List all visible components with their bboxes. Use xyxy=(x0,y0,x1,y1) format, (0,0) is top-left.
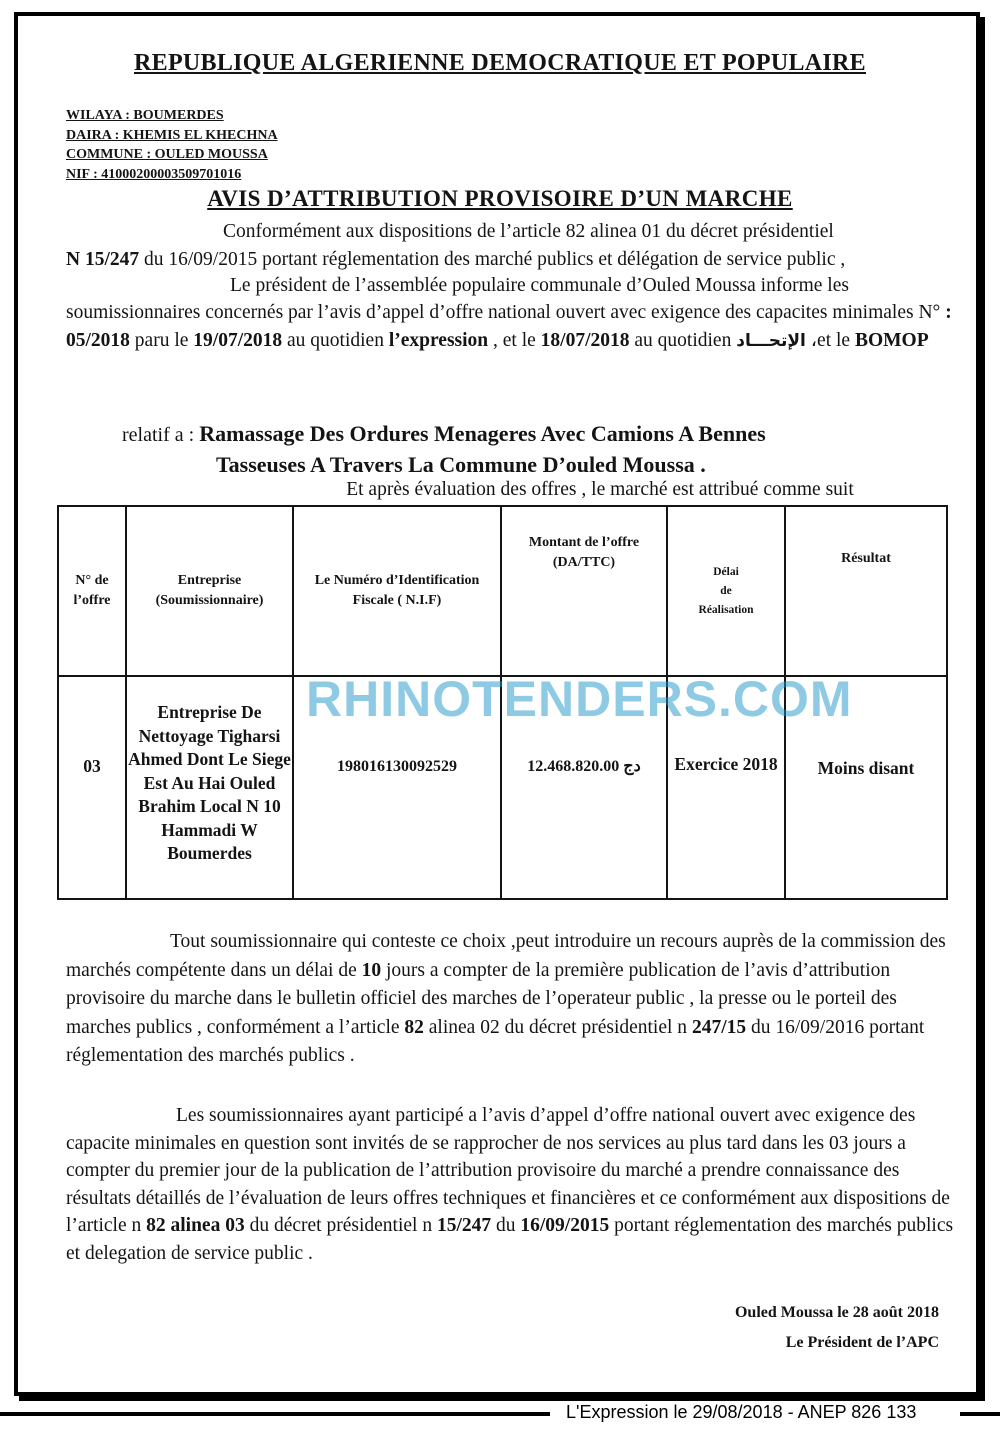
announcement-part4: , et le xyxy=(488,329,541,351)
newspaper-2-arabic: الإتحـــاد xyxy=(736,330,806,351)
announcement-text xyxy=(66,272,966,356)
intro-rest xyxy=(66,246,966,274)
invitation-part4: portant réglementation des marchés publics et delegation de service public . xyxy=(66,1215,954,1264)
appeal-part3: alinea 02 du décret présidentiel n xyxy=(423,1016,692,1038)
header-delay-3: Réalisation xyxy=(698,603,754,616)
invitation-article: 82 alinea 03 xyxy=(146,1215,245,1236)
signature-place-date: Ouled Moussa le 28 août 2018 xyxy=(734,1304,939,1321)
header-delay-1: Délai xyxy=(713,565,739,578)
commune-line: COMMUNE : OULED MOUSSA xyxy=(66,147,268,162)
subject-block xyxy=(122,419,942,479)
signature-signatory: Le Président de l’APC xyxy=(785,1334,939,1351)
header-nif: Le Numéro d’Identification Fiscale ( N.I.F) xyxy=(293,506,501,676)
daira-line: DAIRA : KHEMIS EL KHECHNA xyxy=(66,127,278,143)
cell-delay: Exercice 2018 xyxy=(667,676,785,899)
appeal-part1: Tout soumissionnaire qui conteste ce choix ,peut introduire un recours auprès de la commission des marchés compétente dans un délai de xyxy=(66,931,946,981)
source-footer xyxy=(0,1402,1000,1428)
appeal-part2: jours a compter de la première publication de l’avis d’attribution provisoire du marche dans le bulletin officiel des marches de l’operateur public , la presse ou le porteil des marches publics , conformément a l’article xyxy=(66,959,897,1038)
announcement-part1: Le président de l’assemblée populaire communale d’Ouled Moussa informe les soumissionnaires concernés par l’avis d’appel d’offre national ouvert avec exigence des capacites minimales N° xyxy=(66,274,946,323)
appeal-days: 10 xyxy=(361,959,382,981)
nif-line: NIF : 41000200003509701016 xyxy=(66,166,242,182)
appeal-decree: 247/15 xyxy=(691,1016,747,1038)
header-company: Entreprise (Soumissionnaire) xyxy=(126,506,293,676)
cell-offer-number: 03 xyxy=(58,676,126,899)
evaluation-sentence xyxy=(0,479,1000,501)
announcement-paragraph xyxy=(66,274,966,355)
subject-label: relatif a : xyxy=(122,424,200,446)
administrative-header xyxy=(66,106,278,184)
invitation-part1: Les soumissionnaires ayant participé a l’avis d’appel d’offre national ouvert avec exigence des capacite minimales en question sont invités de se rapprocher de nos services au plus tard dans les 03 jours a compter du premier jour de la publication de l’attribution provisoire du marché a prendre connaissance des résultats détaillés de l’évaluation de leurs offres techniques et financières et ce conformément aux dispositions de l’article n xyxy=(66,1105,950,1236)
subject-line2: Tasseuses A Travers La Commune D’ouled Moussa . xyxy=(216,452,706,477)
tender-number: : 05/2018 xyxy=(66,302,952,351)
announcement-part6: ،et le xyxy=(805,329,855,351)
appeal-article: 82 xyxy=(404,1016,424,1038)
publication-date-2: 18/07/2018 xyxy=(540,329,630,351)
header-delay-2: de xyxy=(720,584,732,597)
intro-decree: N 15/247 xyxy=(66,248,140,270)
source-divider-left xyxy=(0,1412,550,1416)
table-header-row xyxy=(58,506,947,676)
cell-nif: 198016130092529 xyxy=(293,676,501,899)
header-amount: Montant de l’offre (DA/TTC) xyxy=(501,506,667,676)
newspaper-3: BOMOP xyxy=(854,329,929,351)
announcement-part2: paru le xyxy=(129,329,194,351)
header-offer-number: N° de l’offre xyxy=(58,506,126,676)
appeal-part4: du 16/09/2016 portant réglementation des marchés publics . xyxy=(66,1016,925,1066)
watermark: RHINOTENDERS.COM xyxy=(306,671,853,727)
invitation-part3: du xyxy=(491,1215,521,1236)
invitation-paragraph xyxy=(66,1102,966,1267)
cell-result: Moins disant xyxy=(785,676,947,899)
newspaper-1: l’expression xyxy=(388,329,489,351)
wilaya-line: WILAYA : BOUMERDES xyxy=(66,108,224,123)
source-text: L'Expression le 29/08/2018 - ANEP 826 133 xyxy=(566,1402,917,1422)
header-result: Résultat xyxy=(785,506,947,676)
source-divider-right xyxy=(960,1412,1000,1416)
notice-title: AVIS D’ATTRIBUTION PROVISOIRE D’UN MARCHE xyxy=(207,186,793,211)
republic-title: REPUBLIQUE ALGERIENNE DEMOCRATIQUE ET POPULAIRE xyxy=(134,50,866,76)
intro-paragraph xyxy=(66,218,966,273)
invitation-decree: 15/247 xyxy=(436,1215,492,1236)
cell-amount: دج 12.468.820.00 xyxy=(501,676,667,899)
appeal-paragraph xyxy=(66,928,966,1071)
intro-line1: Conformément aux dispositions de l’article 82 alinea 01 du décret présidentiel xyxy=(223,221,834,242)
header-delay xyxy=(667,506,785,676)
intro-line2: du 16/09/2015 portant réglementation des marché publics et délégation de service public , xyxy=(139,248,846,270)
evaluation-text: Et après évaluation des offres , le marché est attribué comme suit xyxy=(346,479,854,500)
subject-line1: Ramassage Des Ordures Menageres Avec Camions A Bennes xyxy=(199,421,766,446)
invitation-part2: du décret présidentiel n xyxy=(244,1215,437,1236)
invitation-date: 16/09/2015 xyxy=(520,1215,610,1236)
cell-company: Entreprise De Nettoyage Tigharsi Ahmed Dont Le Siege Est Au Hai Ouled Brahim Local N 10 Hammadi W Boumerdes xyxy=(126,676,293,899)
publication-date-1: 19/07/2018 xyxy=(193,329,283,351)
announcement-part5: au quotidien xyxy=(629,329,737,351)
announcement-part3: au quotidien xyxy=(282,329,389,351)
